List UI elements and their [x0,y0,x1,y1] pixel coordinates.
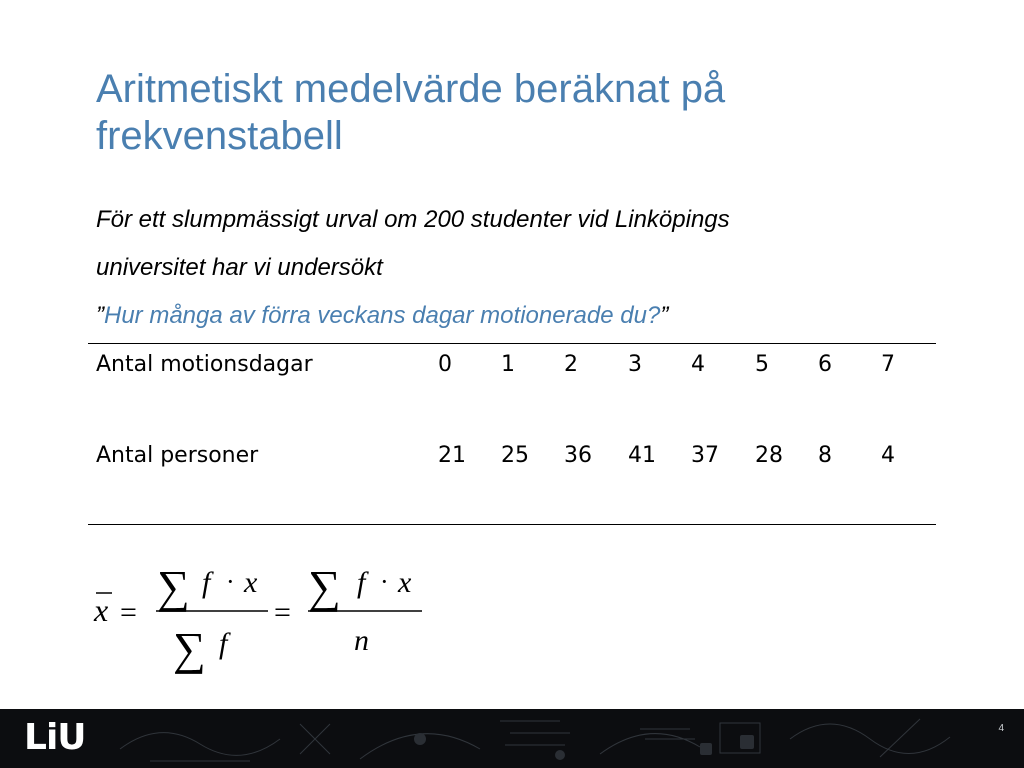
page-number: 4 [998,723,1004,734]
table-cell: 21 [438,443,466,468]
table-bottom-rule [88,524,936,525]
formula-f: f [219,627,228,660]
formula-sum-symbol: ∑ [157,561,190,612]
table-cell: 4 [691,352,705,377]
row-label-persons: Antal personer [96,443,259,468]
mean-formula [86,552,436,678]
formula-equals: = [274,596,291,629]
table-cell: 1 [501,352,515,377]
question-open-quote: ” [96,302,104,329]
table-cell: 2 [564,352,578,377]
formula-dot: · [226,567,235,596]
liu-logo: LiU [24,717,86,758]
row-label-days: Antal motionsdagar [96,352,313,377]
survey-question [96,292,936,340]
table-top-rule [88,343,936,344]
question-close-quote: ” [660,302,669,329]
formula-sum-symbol: ∑ [308,561,341,612]
formula-f: f [202,566,211,599]
table-cell: 0 [438,352,452,377]
footer-bar [0,709,1024,768]
intro-line-2: universitet har vi undersökt [96,254,383,281]
table-cell: 4 [881,443,895,468]
intro-line-1: För ett slumpmässigt urval om 200 studenter vid Linköpings [96,206,730,233]
formula-equals: = [120,596,137,629]
formula-n: n [354,624,369,657]
table-cell: 41 [628,443,656,468]
footer-texture [0,709,1024,768]
table-cell: 25 [501,443,529,468]
table-cell: 3 [628,352,642,377]
table-cell: 28 [755,443,783,468]
table-cell: 6 [818,352,832,377]
formula-lhs: x [94,592,109,628]
formula-dot: · [380,567,389,596]
slide-title: Aritmetiskt medelvärde beräknat på frekvenstabell [96,67,726,158]
question-text: Hur många av förra veckans dagar motionerade du? [104,302,661,329]
table-cell: 36 [564,443,592,468]
table-cell: 7 [881,352,895,377]
formula-f: f [357,566,366,599]
table-cell: 8 [818,443,832,468]
intro-text [96,196,936,340]
formula-sum-symbol: ∑ [173,623,206,674]
formula-x: x [244,566,258,599]
table-cell: 5 [755,352,769,377]
formula-x: x [398,566,412,599]
table-cell: 37 [691,443,719,468]
